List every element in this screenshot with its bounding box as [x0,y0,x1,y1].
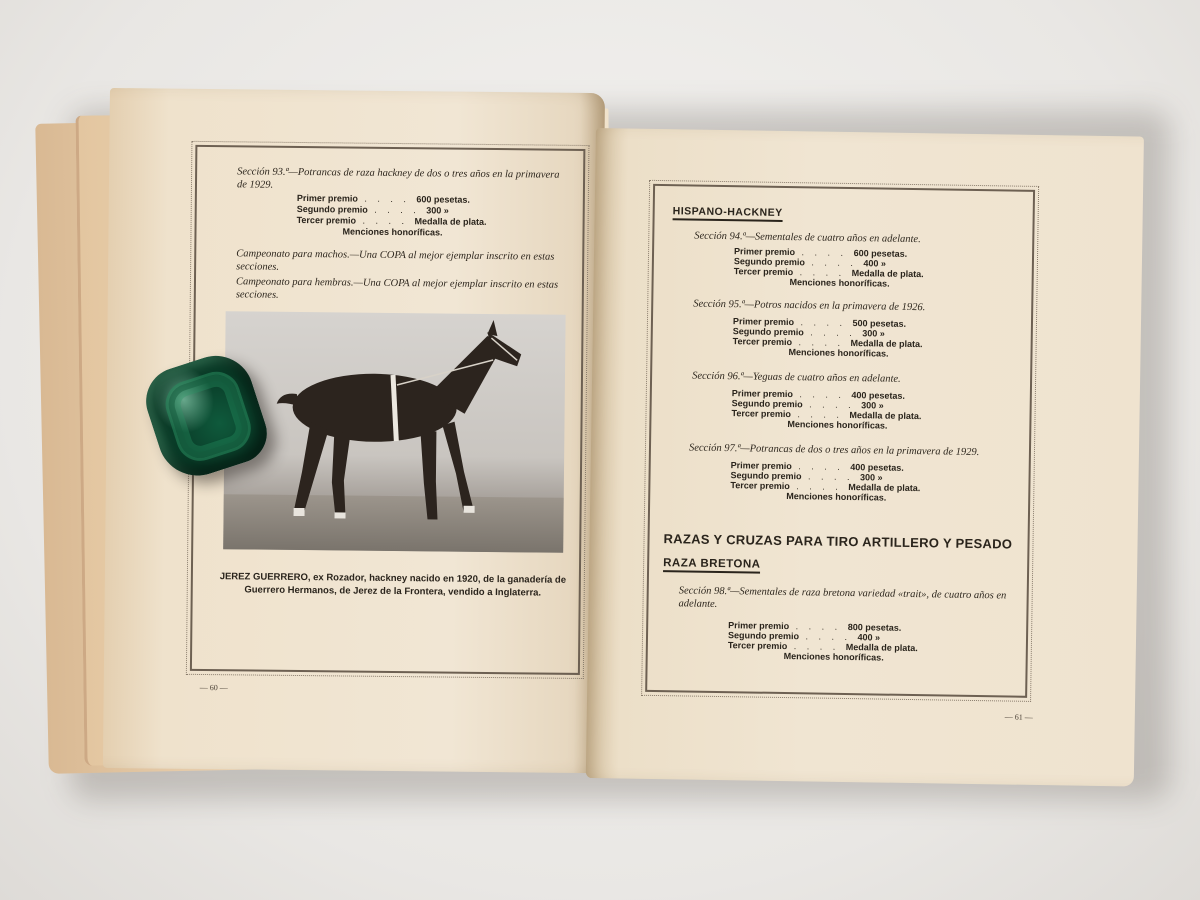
prize-row: Tercer premio . . . . Medalla de plata. [296,214,487,227]
raza-bretona-heading: RAZA BRETONA [663,557,761,574]
campeonato-machos-text: Campeonato para machos.—Una COPA al mejor ejemplar inscrito en estas secciones. [236,248,555,273]
campeonato-hembras-text: Campeonato para hembras.—Una COPA al mejor ejemplar inscrito en estas secciones. [235,276,559,301]
prize-row: Tercer premio . . . . Medalla de plata. [733,266,924,280]
left-page-number: — 60 — [199,682,228,693]
section-93-text: Sección 93.ª—Potrancas de raza hackney de dos o tres años en la primavera de 1929. [236,166,560,191]
section-95-text: Sección 95.ª—Potros nacidos en la primavera de 1926. [693,298,926,314]
prize-row: Tercer premio . . . . Medalla de plata. [730,480,921,494]
right-page [586,128,1144,787]
honors-text: Menciones honoríficas. [789,277,890,289]
section-94-text: Sección 94.ª—Sementales de cuatro años en adelante. [694,230,921,246]
section-97-text: Sección 97.ª—Potrancas de dos o tres años en la primavera de 1929. [688,442,980,459]
prize-row: Segundo premio . . . . 300 » [296,203,449,216]
horse-figure [223,311,565,553]
hispano-hackney-heading: HISPANO-HACKNEY [673,205,783,222]
honors-text: Menciones honoríficas. [788,347,889,359]
honors-text: Menciones honoríficas. [342,226,443,238]
prize-row: Primer premio . . . . 400 pesetas. [731,388,906,401]
tiro-artillero-heading: RAZAS Y CRUZAS PARA TIRO ARTILLERO Y PESADO [663,531,1013,552]
prize-row: Segundo premio . . . . 400 » [727,630,881,643]
prize-row: Tercer premio . . . . Medalla de plata. [732,336,923,350]
honors-text: Menciones honoríficas. [783,651,884,663]
prize-row: Segundo premio . . . . 300 » [730,470,883,483]
honors-text: Menciones honoríficas. [786,491,887,503]
horse-photograph [223,311,565,553]
section-96-text: Sección 96.ª—Yeguas de cuatro años en adelante. [692,370,901,385]
prize-row: Primer premio . . . . 800 pesetas. [728,620,902,633]
prize-row: Primer premio . . . . 400 pesetas. [730,460,904,473]
prize-row: Tercer premio . . . . Medalla de plata. [727,640,918,654]
prize-row: Segundo premio . . . . 300 » [731,398,884,411]
photo-caption: JEREZ GUERRERO, ex Rozador, hackney nacido en 1920, de la ganadería de Guerrero Hermanos, de Jerez de la Frontera, vendido a Inglaterra. [219,571,567,599]
honors-text: Menciones honoríficas. [787,419,888,431]
prize-row: Segundo premio . . . . 400 » [733,256,887,269]
prize-row: Primer premio . . . . 600 pesetas. [734,246,908,259]
right-page-number: — 61 — [1004,712,1033,722]
prize-row: Primer premio . . . . 500 pesetas. [732,316,907,329]
prize-row: Tercer premio . . . . Medalla de plata. [731,408,922,422]
prize-row: Segundo premio . . . . 300 » [732,326,885,339]
prize-row: Primer premio . . . . 600 pesetas. [296,192,470,205]
section-98-text: Sección 98.ª—Sementales de raza bretona variedad «trait», de cuatro años en adelante. [678,585,1007,611]
